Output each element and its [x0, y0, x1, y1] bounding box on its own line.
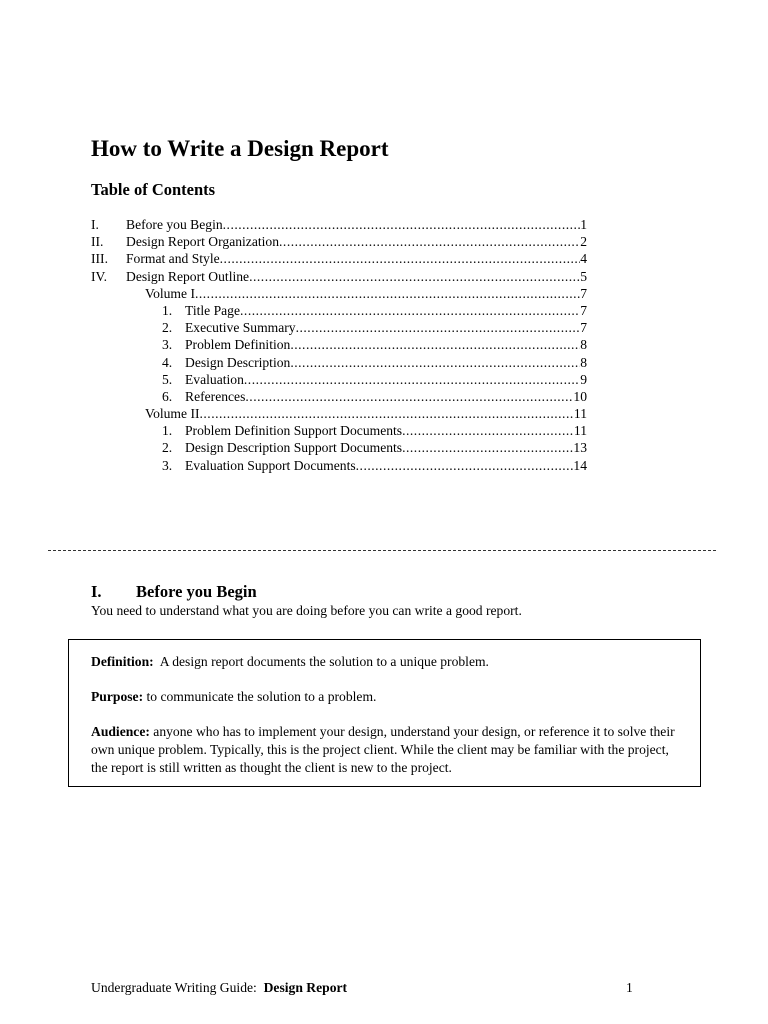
toc-row: [0, 250, 768, 267]
toc-entry: [185, 371, 587, 388]
toc-number: 6.: [162, 388, 173, 404]
footer-page-number: 1: [626, 980, 633, 995]
toc-entry: [185, 457, 587, 474]
toc-row: [0, 422, 768, 439]
toc-label: Volume II: [145, 406, 200, 422]
toc-label: Design Description Support Documents: [185, 440, 403, 456]
toc-row: [0, 439, 768, 456]
toc-page-number: 10: [573, 388, 587, 404]
toc-page-number: 14: [573, 457, 587, 473]
footer-bold: Design Report: [263, 980, 348, 995]
toc-label: Before you Begin: [126, 217, 223, 232]
toc-entry: [126, 233, 587, 250]
toc-label: Design Report Organization: [126, 234, 280, 250]
toc-leader-dots: [249, 268, 580, 285]
toc-page-number: 13: [573, 440, 587, 456]
purpose-text: to communicate the solution to a problem.: [143, 689, 377, 704]
section-title: Before you Begin: [136, 582, 257, 601]
toc-number: 2.: [162, 320, 173, 336]
audience-text: anyone who has to implement your design, understand your design, or reference it to solve their own unique problem. Typically, this is the project client. While the client may be familiar with the project, the report is still written as thought the client is new to the project.: [91, 724, 675, 775]
toc-entry: [145, 405, 587, 422]
toc-leader-dots: [223, 216, 581, 233]
toc-leader-dots: [356, 457, 574, 474]
toc-page-number: 7: [580, 320, 587, 336]
document-title: How to Write a Design Report: [91, 136, 389, 161]
toc-leader-dots: [402, 422, 574, 439]
toc-label: References: [185, 388, 246, 404]
toc-label: Evaluation: [185, 371, 244, 387]
toc-page-number: 9: [580, 371, 587, 387]
toc-heading: Table of Contents: [91, 180, 216, 199]
toc-label: Design Report Outline: [126, 268, 250, 284]
toc-leader-dots: [240, 302, 580, 319]
toc-row: [0, 405, 768, 422]
toc-row: [0, 268, 768, 285]
section-number: I.: [91, 582, 102, 601]
definition-paragraph: [91, 653, 683, 671]
toc-label: Problem Definition: [185, 337, 291, 353]
toc-page-number: 5: [580, 268, 587, 284]
toc-leader-dots: [245, 388, 573, 405]
toc-entry: [145, 285, 587, 302]
toc-number: 2.: [162, 440, 173, 456]
toc-leader-dots: [296, 319, 581, 336]
toc-number: 3.: [162, 337, 173, 353]
toc-entry: [185, 336, 587, 353]
toc-leader-dots: [290, 336, 580, 353]
toc-leader-dots: [244, 371, 580, 388]
toc-entry: [126, 250, 587, 267]
toc-row: [0, 216, 768, 233]
definition-text: A design report documents the solution to a unique problem.: [153, 654, 489, 669]
toc-leader-dots: [279, 233, 580, 250]
toc-page-number: 8: [580, 337, 587, 353]
toc-entry: [185, 388, 587, 405]
toc-entry: [185, 439, 587, 456]
audience-label: Audience:: [91, 724, 150, 739]
footer-prefix: Undergraduate Writing Guide:: [91, 980, 264, 995]
toc-page-number: 8: [580, 354, 587, 370]
toc-label: Design Description: [185, 354, 291, 370]
toc-row: [0, 388, 768, 405]
toc-number: 3.: [162, 457, 173, 473]
toc-number: II.: [91, 234, 104, 250]
purpose-paragraph: [91, 688, 683, 706]
toc-entry: [126, 268, 587, 285]
toc-label: Volume I: [145, 285, 195, 301]
toc-label: Problem Definition Support Documents: [185, 423, 403, 439]
toc-leader-dots: [402, 439, 573, 456]
table-of-contents: [0, 216, 768, 474]
toc-entry: [185, 319, 587, 336]
definition-box: [68, 639, 701, 787]
toc-row: [0, 457, 768, 474]
toc-label: Evaluation Support Documents: [185, 457, 356, 473]
toc-label: Format and Style: [126, 251, 220, 267]
toc-leader-dots: [290, 354, 580, 371]
toc-number: 4.: [162, 354, 173, 370]
toc-number: IV.: [91, 268, 107, 284]
toc-page-number: 11: [573, 423, 587, 439]
toc-number: I.: [91, 217, 99, 232]
toc-entry: [126, 216, 587, 233]
toc-row: [0, 233, 768, 250]
toc-row: [0, 319, 768, 336]
toc-entry: [185, 302, 587, 319]
toc-number: 5.: [162, 371, 173, 387]
definition-label: Definition:: [91, 654, 154, 669]
toc-page-number: 7: [580, 285, 587, 301]
section-intro: You need to understand what you are doing before you can write a good report.: [91, 603, 522, 618]
toc-row: [0, 354, 768, 371]
dashed-divider: [48, 550, 716, 551]
toc-leader-dots: [220, 250, 581, 267]
audience-paragraph: [91, 723, 683, 777]
toc-row: [0, 285, 768, 302]
toc-page-number: 1: [580, 217, 587, 232]
toc-page-number: 4: [580, 251, 587, 267]
toc-page-number: 7: [580, 302, 587, 318]
purpose-label: Purpose:: [91, 689, 144, 704]
toc-page-number: 2: [580, 234, 587, 250]
toc-row: [0, 302, 768, 319]
toc-leader-dots: [200, 405, 574, 422]
toc-number: 1.: [162, 423, 173, 439]
toc-label: Executive Summary: [185, 320, 296, 336]
toc-row: [0, 371, 768, 388]
toc-number: 1.: [162, 302, 173, 318]
toc-label: Title Page: [185, 302, 241, 318]
toc-leader-dots: [195, 285, 580, 302]
toc-page-number: 11: [573, 406, 587, 422]
toc-number: III.: [91, 251, 108, 267]
footer-title: [91, 979, 347, 996]
toc-entry: [185, 422, 587, 439]
toc-row: [0, 336, 768, 353]
toc-entry: [185, 354, 587, 371]
